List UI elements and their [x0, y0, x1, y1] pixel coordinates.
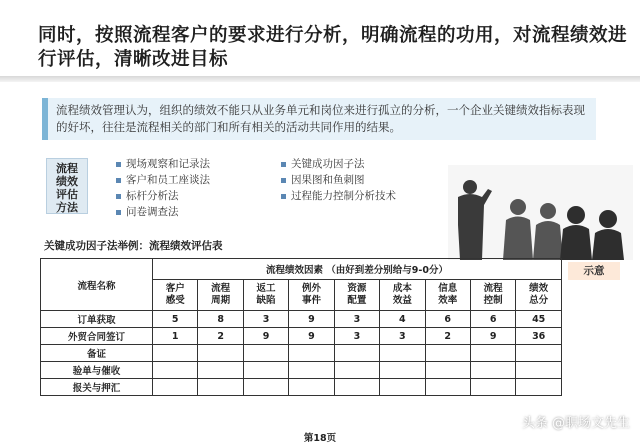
method-item: 因果图和鱼刺图	[280, 172, 396, 188]
score-cell	[516, 362, 562, 379]
process-name-cell: 外贸合同签订	[41, 328, 153, 345]
process-name-cell: 备证	[41, 345, 153, 362]
score-cell	[198, 345, 243, 362]
score-cell: 6	[470, 311, 515, 328]
column-header: 资源 配置	[334, 280, 379, 311]
score-cell	[516, 345, 562, 362]
method-label: 流程 绩效 评估 方法	[56, 162, 78, 214]
score-cell	[153, 362, 198, 379]
score-cell: 9	[470, 328, 515, 345]
score-cell: 5	[153, 311, 198, 328]
table-row	[41, 345, 562, 362]
column-header: 流程 周期	[198, 280, 243, 311]
column-header: 成本 效益	[380, 280, 425, 311]
score-cell	[153, 379, 198, 396]
table-row	[41, 311, 562, 328]
method-label-box	[46, 158, 88, 214]
column-header: 例外 事件	[289, 280, 334, 311]
intro-text: 流程绩效管理认为，组织的绩效不能只从业务单元和岗位来进行孤立的分析，一个企业关键绩效指标表现的好坏，往往是流程相关的部门和所有相关的活动共同作用的结果。	[48, 98, 596, 140]
name-header: 流程名称	[41, 259, 153, 311]
score-cell: 36	[516, 328, 562, 345]
column-header: 客户 感受	[153, 280, 198, 311]
score-cell: 3	[334, 328, 379, 345]
factors-header: 流程绩效因素 （由好到差分别给与9-0分）	[153, 259, 562, 280]
method-item: 关键成功因子法	[280, 156, 396, 172]
score-cell: 3	[334, 311, 379, 328]
score-cell	[380, 379, 425, 396]
score-cell: 6	[425, 311, 470, 328]
score-cell	[334, 345, 379, 362]
score-cell	[380, 345, 425, 362]
score-cell	[243, 345, 288, 362]
score-cell	[425, 362, 470, 379]
table-row	[41, 328, 562, 345]
column-header: 流程 控制	[470, 280, 515, 311]
performance-table	[40, 258, 562, 396]
method-item: 现场观察和记录法	[115, 156, 210, 172]
score-cell	[334, 362, 379, 379]
method-item: 标杆分析法	[115, 188, 210, 204]
score-cell: 3	[380, 328, 425, 345]
score-cell: 9	[289, 328, 334, 345]
business-meeting-illustration	[448, 165, 633, 260]
method-item: 过程能力控制分析技术	[280, 188, 396, 204]
score-cell	[243, 362, 288, 379]
page-number: 第18页	[303, 433, 337, 443]
page-title: 同时，按照流程客户的要求进行分析，明确流程的功用，对流程绩效进行评估，清晰改进目标	[38, 25, 628, 70]
score-cell	[425, 379, 470, 396]
process-name-cell: 订单获取	[41, 311, 153, 328]
process-name-cell: 报关与押汇	[41, 379, 153, 396]
table-caption: 关键成功因子法举例：流程绩效评估表	[44, 240, 223, 252]
score-cell	[470, 345, 515, 362]
score-cell: 4	[380, 311, 425, 328]
method-item: 问卷调查法	[115, 204, 210, 220]
process-name-cell: 验单与催收	[41, 362, 153, 379]
score-cell	[198, 362, 243, 379]
score-cell	[198, 379, 243, 396]
method-list-right	[280, 156, 396, 204]
sample-tag: 示意	[568, 262, 620, 280]
score-cell	[470, 379, 515, 396]
score-cell	[380, 362, 425, 379]
score-cell: 3	[243, 311, 288, 328]
score-cell	[289, 379, 334, 396]
column-header: 信息 效率	[425, 280, 470, 311]
score-cell	[243, 379, 288, 396]
method-list-left	[115, 156, 210, 220]
column-header: 绩效 总分	[516, 280, 562, 311]
score-cell	[516, 379, 562, 396]
score-cell: 2	[425, 328, 470, 345]
score-cell	[470, 362, 515, 379]
score-cell	[289, 362, 334, 379]
method-item: 客户和员工座谈法	[115, 172, 210, 188]
score-cell: 8	[198, 311, 243, 328]
score-cell	[153, 345, 198, 362]
score-cell: 9	[243, 328, 288, 345]
score-cell: 2	[198, 328, 243, 345]
score-cell: 1	[153, 328, 198, 345]
score-cell	[289, 345, 334, 362]
table-row	[41, 362, 562, 379]
score-cell: 45	[516, 311, 562, 328]
presenter-audience-icon	[448, 165, 633, 260]
score-cell	[334, 379, 379, 396]
score-cell	[425, 345, 470, 362]
title-divider	[0, 76, 640, 82]
watermark: 头条 @职场文先生	[521, 416, 630, 431]
score-cell: 9	[289, 311, 334, 328]
column-header: 返工 缺陷	[243, 280, 288, 311]
table-row	[41, 379, 562, 396]
